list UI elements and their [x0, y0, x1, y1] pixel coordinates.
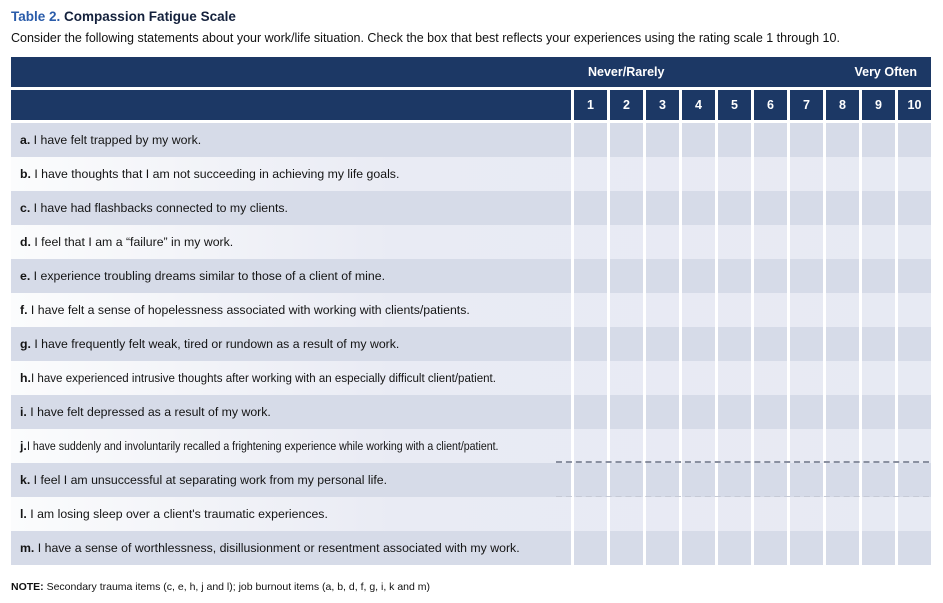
rating-cell-b-10[interactable]: [895, 157, 931, 191]
table-row-k: [11, 463, 931, 497]
rating-cell-c-2[interactable]: [607, 191, 643, 225]
table-name: Compassion Fatigue Scale: [64, 9, 236, 24]
scale-number-7: 7: [787, 90, 823, 120]
rating-cell-b-4[interactable]: [679, 157, 715, 191]
rating-cell-j-5[interactable]: [715, 429, 751, 463]
rating-cell-b-9[interactable]: [859, 157, 895, 191]
table-row-l: [11, 497, 931, 531]
rating-cell-m-6[interactable]: [751, 531, 787, 565]
table-row-c: [11, 191, 931, 225]
rating-cell-g-1[interactable]: [571, 327, 607, 361]
statement-text: I have had flashbacks connected to my clients.: [30, 201, 288, 215]
rating-cell-e-6[interactable]: [751, 259, 787, 293]
scale-number-6: 6: [751, 90, 787, 120]
rating-cell-a-4[interactable]: [679, 123, 715, 157]
rating-cell-j-3[interactable]: [643, 429, 679, 463]
rating-cell-l-7[interactable]: [787, 497, 823, 531]
rating-cell-a-7[interactable]: [787, 123, 823, 157]
rating-cell-f-10[interactable]: [895, 293, 931, 327]
statement-letter: e.: [20, 269, 31, 283]
scale-number-3: 3: [643, 90, 679, 120]
rating-cell-e-2[interactable]: [607, 259, 643, 293]
scale-number-10: 10: [895, 90, 931, 120]
rating-cell-m-2[interactable]: [607, 531, 643, 565]
rating-cell-l-10[interactable]: [895, 497, 931, 531]
rating-cell-c-9[interactable]: [859, 191, 895, 225]
rating-cell-c-1[interactable]: [571, 191, 607, 225]
rating-cell-i-1[interactable]: [571, 395, 607, 429]
rating-cell-j-9[interactable]: [859, 429, 895, 463]
rating-cell-i-2[interactable]: [607, 395, 643, 429]
scale-number-header-row: [11, 90, 931, 120]
rating-cell-k-4[interactable]: [679, 463, 715, 497]
rating-cell-d-8[interactable]: [823, 225, 859, 259]
rating-cell-g-4[interactable]: [679, 327, 715, 361]
rating-cell-d-4[interactable]: [679, 225, 715, 259]
statement-l: [11, 507, 571, 521]
rating-cell-l-6[interactable]: [751, 497, 787, 531]
statement-letter: d.: [20, 235, 31, 249]
statement-letter: f.: [20, 303, 28, 317]
table-row-g: [11, 327, 931, 361]
rating-cell-m-9[interactable]: [859, 531, 895, 565]
statement-c: [11, 201, 571, 215]
rating-cell-k-6[interactable]: [751, 463, 787, 497]
rating-cell-i-8[interactable]: [823, 395, 859, 429]
statement-text: I have experienced intrusive thoughts after working with an especially difficult client/patient.: [30, 371, 496, 385]
statement-text: I have felt depressed as a result of my work.: [26, 405, 271, 419]
statement-text: I experience troubling dreams similar to those of a client of mine.: [30, 269, 385, 283]
rating-cell-b-8[interactable]: [823, 157, 859, 191]
rating-cell-h-5[interactable]: [715, 361, 751, 395]
table-title: [11, 8, 931, 26]
table-row-f: [11, 293, 931, 327]
rating-cell-m-8[interactable]: [823, 531, 859, 565]
rating-cell-g-9[interactable]: [859, 327, 895, 361]
statement-rows: [11, 123, 931, 565]
rating-cell-d-9[interactable]: [859, 225, 895, 259]
statement-h: [11, 371, 571, 385]
rating-cell-j-2[interactable]: [607, 429, 643, 463]
rating-cell-f-7[interactable]: [787, 293, 823, 327]
rating-cell-k-7[interactable]: [787, 463, 823, 497]
table-number-label: Table 2.: [11, 9, 61, 24]
rating-cell-i-3[interactable]: [643, 395, 679, 429]
statement-letter: a.: [20, 133, 31, 147]
rating-cell-f-8[interactable]: [823, 293, 859, 327]
statement-letter: k.: [20, 473, 31, 487]
rating-cell-h-10[interactable]: [895, 361, 931, 395]
statement-letter: b.: [20, 167, 31, 181]
rating-cell-h-1[interactable]: [571, 361, 607, 395]
rating-cell-a-9[interactable]: [859, 123, 895, 157]
statement-e: [11, 269, 571, 283]
rating-cell-c-5[interactable]: [715, 191, 751, 225]
rating-cell-h-3[interactable]: [643, 361, 679, 395]
rating-cell-e-10[interactable]: [895, 259, 931, 293]
statement-g: [11, 337, 571, 351]
rating-cell-e-7[interactable]: [787, 259, 823, 293]
statement-letter: j.: [20, 439, 27, 453]
rating-cell-j-4[interactable]: [679, 429, 715, 463]
rating-cell-g-10[interactable]: [895, 327, 931, 361]
rating-cell-d-1[interactable]: [571, 225, 607, 259]
statement-column-header: [11, 90, 571, 120]
scale-number-8: 8: [823, 90, 859, 120]
table-row-h: [11, 361, 931, 395]
statement-f: [11, 303, 571, 317]
rating-cell-j-1[interactable]: [571, 429, 607, 463]
rating-cell-d-6[interactable]: [751, 225, 787, 259]
statement-a: [11, 133, 571, 147]
rating-cell-j-8[interactable]: [823, 429, 859, 463]
rating-cell-a-5[interactable]: [715, 123, 751, 157]
rating-cell-c-10[interactable]: [895, 191, 931, 225]
rating-cell-k-9[interactable]: [859, 463, 895, 497]
table-row-m: [11, 531, 931, 565]
statement-m: [11, 541, 571, 555]
rating-cell-f-1[interactable]: [571, 293, 607, 327]
rating-cell-d-3[interactable]: [643, 225, 679, 259]
rating-cell-g-2[interactable]: [607, 327, 643, 361]
rating-cell-g-5[interactable]: [715, 327, 751, 361]
note-label: NOTE:: [11, 581, 44, 593]
rating-cell-l-2[interactable]: [607, 497, 643, 531]
rating-cell-a-8[interactable]: [823, 123, 859, 157]
rating-cell-m-1[interactable]: [571, 531, 607, 565]
rating-cell-a-10[interactable]: [895, 123, 931, 157]
rating-cell-b-3[interactable]: [643, 157, 679, 191]
statement-text: I have suddenly and involuntarily recalled a frightening experience while working with a client/patient.: [26, 439, 499, 453]
statement-text: I am losing sleep over a client's traumatic experiences.: [26, 507, 328, 521]
table-row-d: [11, 225, 931, 259]
rating-cell-m-4[interactable]: [679, 531, 715, 565]
rating-cell-i-10[interactable]: [895, 395, 931, 429]
rating-cell-f-6[interactable]: [751, 293, 787, 327]
rating-cell-f-4[interactable]: [679, 293, 715, 327]
rating-cell-b-6[interactable]: [751, 157, 787, 191]
rating-cell-g-3[interactable]: [643, 327, 679, 361]
rating-cell-j-7[interactable]: [787, 429, 823, 463]
compassion-fatigue-table: [11, 8, 931, 593]
scale-number-1: 1: [571, 90, 607, 120]
table-row-b: [11, 157, 931, 191]
rating-cell-a-6[interactable]: [751, 123, 787, 157]
rating-cell-m-5[interactable]: [715, 531, 751, 565]
rating-cell-h-9[interactable]: [859, 361, 895, 395]
rating-cell-g-8[interactable]: [823, 327, 859, 361]
rating-cell-a-1[interactable]: [571, 123, 607, 157]
table-row-i: [11, 395, 931, 429]
note-text: Secondary trauma items (c, e, h, j and l); job burnout items (a, b, d, f, g, i, k and m): [46, 581, 431, 593]
statement-text: I have felt trapped by my work.: [30, 133, 202, 147]
rating-cell-c-7[interactable]: [787, 191, 823, 225]
rating-cell-c-8[interactable]: [823, 191, 859, 225]
table-row-a: [11, 123, 931, 157]
table-note: [11, 581, 931, 593]
anchor-very-often: Very Often: [854, 65, 917, 79]
table-row-e: [11, 259, 931, 293]
rating-cell-j-6[interactable]: [751, 429, 787, 463]
rating-cell-l-9[interactable]: [859, 497, 895, 531]
scale-number-9: 9: [859, 90, 895, 120]
rating-cell-d-2[interactable]: [607, 225, 643, 259]
rating-cell-e-8[interactable]: [823, 259, 859, 293]
statement-i: [11, 405, 571, 419]
rating-cell-k-1[interactable]: [571, 463, 607, 497]
anchor-never-rarely: Never/Rarely: [588, 65, 665, 79]
scale-number-5: 5: [715, 90, 751, 120]
rating-cell-m-7[interactable]: [787, 531, 823, 565]
rating-cell-a-3[interactable]: [643, 123, 679, 157]
statement-letter: g.: [20, 337, 31, 351]
rating-cell-f-5[interactable]: [715, 293, 751, 327]
rating-cell-e-3[interactable]: [643, 259, 679, 293]
statement-letter: l.: [20, 507, 27, 521]
statement-text: I have thoughts that I am not succeeding in achieving my life goals.: [30, 167, 400, 181]
scale-number-4: 4: [679, 90, 715, 120]
rating-cell-b-5[interactable]: [715, 157, 751, 191]
statement-d: [11, 235, 571, 249]
statement-text: I have felt a sense of hopelessness associated with working with clients/patients.: [27, 303, 470, 317]
rating-cell-h-7[interactable]: [787, 361, 823, 395]
rating-cell-m-3[interactable]: [643, 531, 679, 565]
rating-cell-g-7[interactable]: [787, 327, 823, 361]
statement-text: I have frequently felt weak, tired or rundown as a result of my work.: [30, 337, 400, 351]
rating-cell-f-3[interactable]: [643, 293, 679, 327]
rating-cell-f-9[interactable]: [859, 293, 895, 327]
statement-letter: h.: [20, 371, 31, 385]
rating-cell-l-3[interactable]: [643, 497, 679, 531]
rating-cell-f-2[interactable]: [607, 293, 643, 327]
scale-anchor-header-row: [11, 57, 931, 87]
rating-cell-b-7[interactable]: [787, 157, 823, 191]
rating-cell-k-10[interactable]: [895, 463, 931, 497]
rating-cell-h-8[interactable]: [823, 361, 859, 395]
rating-cell-i-9[interactable]: [859, 395, 895, 429]
table-row-j: [11, 429, 931, 463]
rating-cell-e-5[interactable]: [715, 259, 751, 293]
rating-cell-h-2[interactable]: [607, 361, 643, 395]
rating-cell-d-7[interactable]: [787, 225, 823, 259]
rating-table: [11, 57, 931, 565]
statement-k: [11, 473, 571, 487]
rating-cell-k-5[interactable]: [715, 463, 751, 497]
rating-cell-j-10[interactable]: [895, 429, 931, 463]
rating-cell-a-2[interactable]: [607, 123, 643, 157]
rating-cell-h-6[interactable]: [751, 361, 787, 395]
statement-letter: c.: [20, 201, 31, 215]
rating-cell-e-1[interactable]: [571, 259, 607, 293]
rating-cell-l-4[interactable]: [679, 497, 715, 531]
statement-letter: m.: [20, 541, 35, 555]
rating-cell-m-10[interactable]: [895, 531, 931, 565]
rating-cell-g-6[interactable]: [751, 327, 787, 361]
rating-cell-d-10[interactable]: [895, 225, 931, 259]
statement-text: I feel I am unsuccessful at separating work from my personal life.: [30, 473, 388, 487]
rating-cell-c-4[interactable]: [679, 191, 715, 225]
rating-cell-k-3[interactable]: [643, 463, 679, 497]
rating-cell-b-2[interactable]: [607, 157, 643, 191]
rating-cell-l-5[interactable]: [715, 497, 751, 531]
rating-cell-k-8[interactable]: [823, 463, 859, 497]
rating-cell-l-1[interactable]: [571, 497, 607, 531]
rating-cell-e-4[interactable]: [679, 259, 715, 293]
rating-cell-h-4[interactable]: [679, 361, 715, 395]
rating-cell-i-7[interactable]: [787, 395, 823, 429]
rating-cell-l-8[interactable]: [823, 497, 859, 531]
statement-text: I feel that I am a “failure” in my work.: [30, 235, 234, 249]
rating-cell-k-2[interactable]: [607, 463, 643, 497]
rating-cell-d-5[interactable]: [715, 225, 751, 259]
rating-cell-c-6[interactable]: [751, 191, 787, 225]
statement-b: [11, 167, 571, 181]
rating-cell-c-3[interactable]: [643, 191, 679, 225]
rating-cell-i-5[interactable]: [715, 395, 751, 429]
rating-cell-b-1[interactable]: [571, 157, 607, 191]
statement-letter: i.: [20, 405, 27, 419]
rating-cell-i-6[interactable]: [751, 395, 787, 429]
statement-text: I have a sense of worthlessness, disillusionment or resentment associated with my work.: [34, 541, 520, 555]
rating-cell-e-9[interactable]: [859, 259, 895, 293]
rating-cell-i-4[interactable]: [679, 395, 715, 429]
statement-j: [11, 439, 571, 453]
scale-number-2: 2: [607, 90, 643, 120]
instructions-text: Consider the following statements about your work/life situation. Check the box that best reflects your experiences using the rating scale 1 through 10.: [11, 31, 840, 45]
